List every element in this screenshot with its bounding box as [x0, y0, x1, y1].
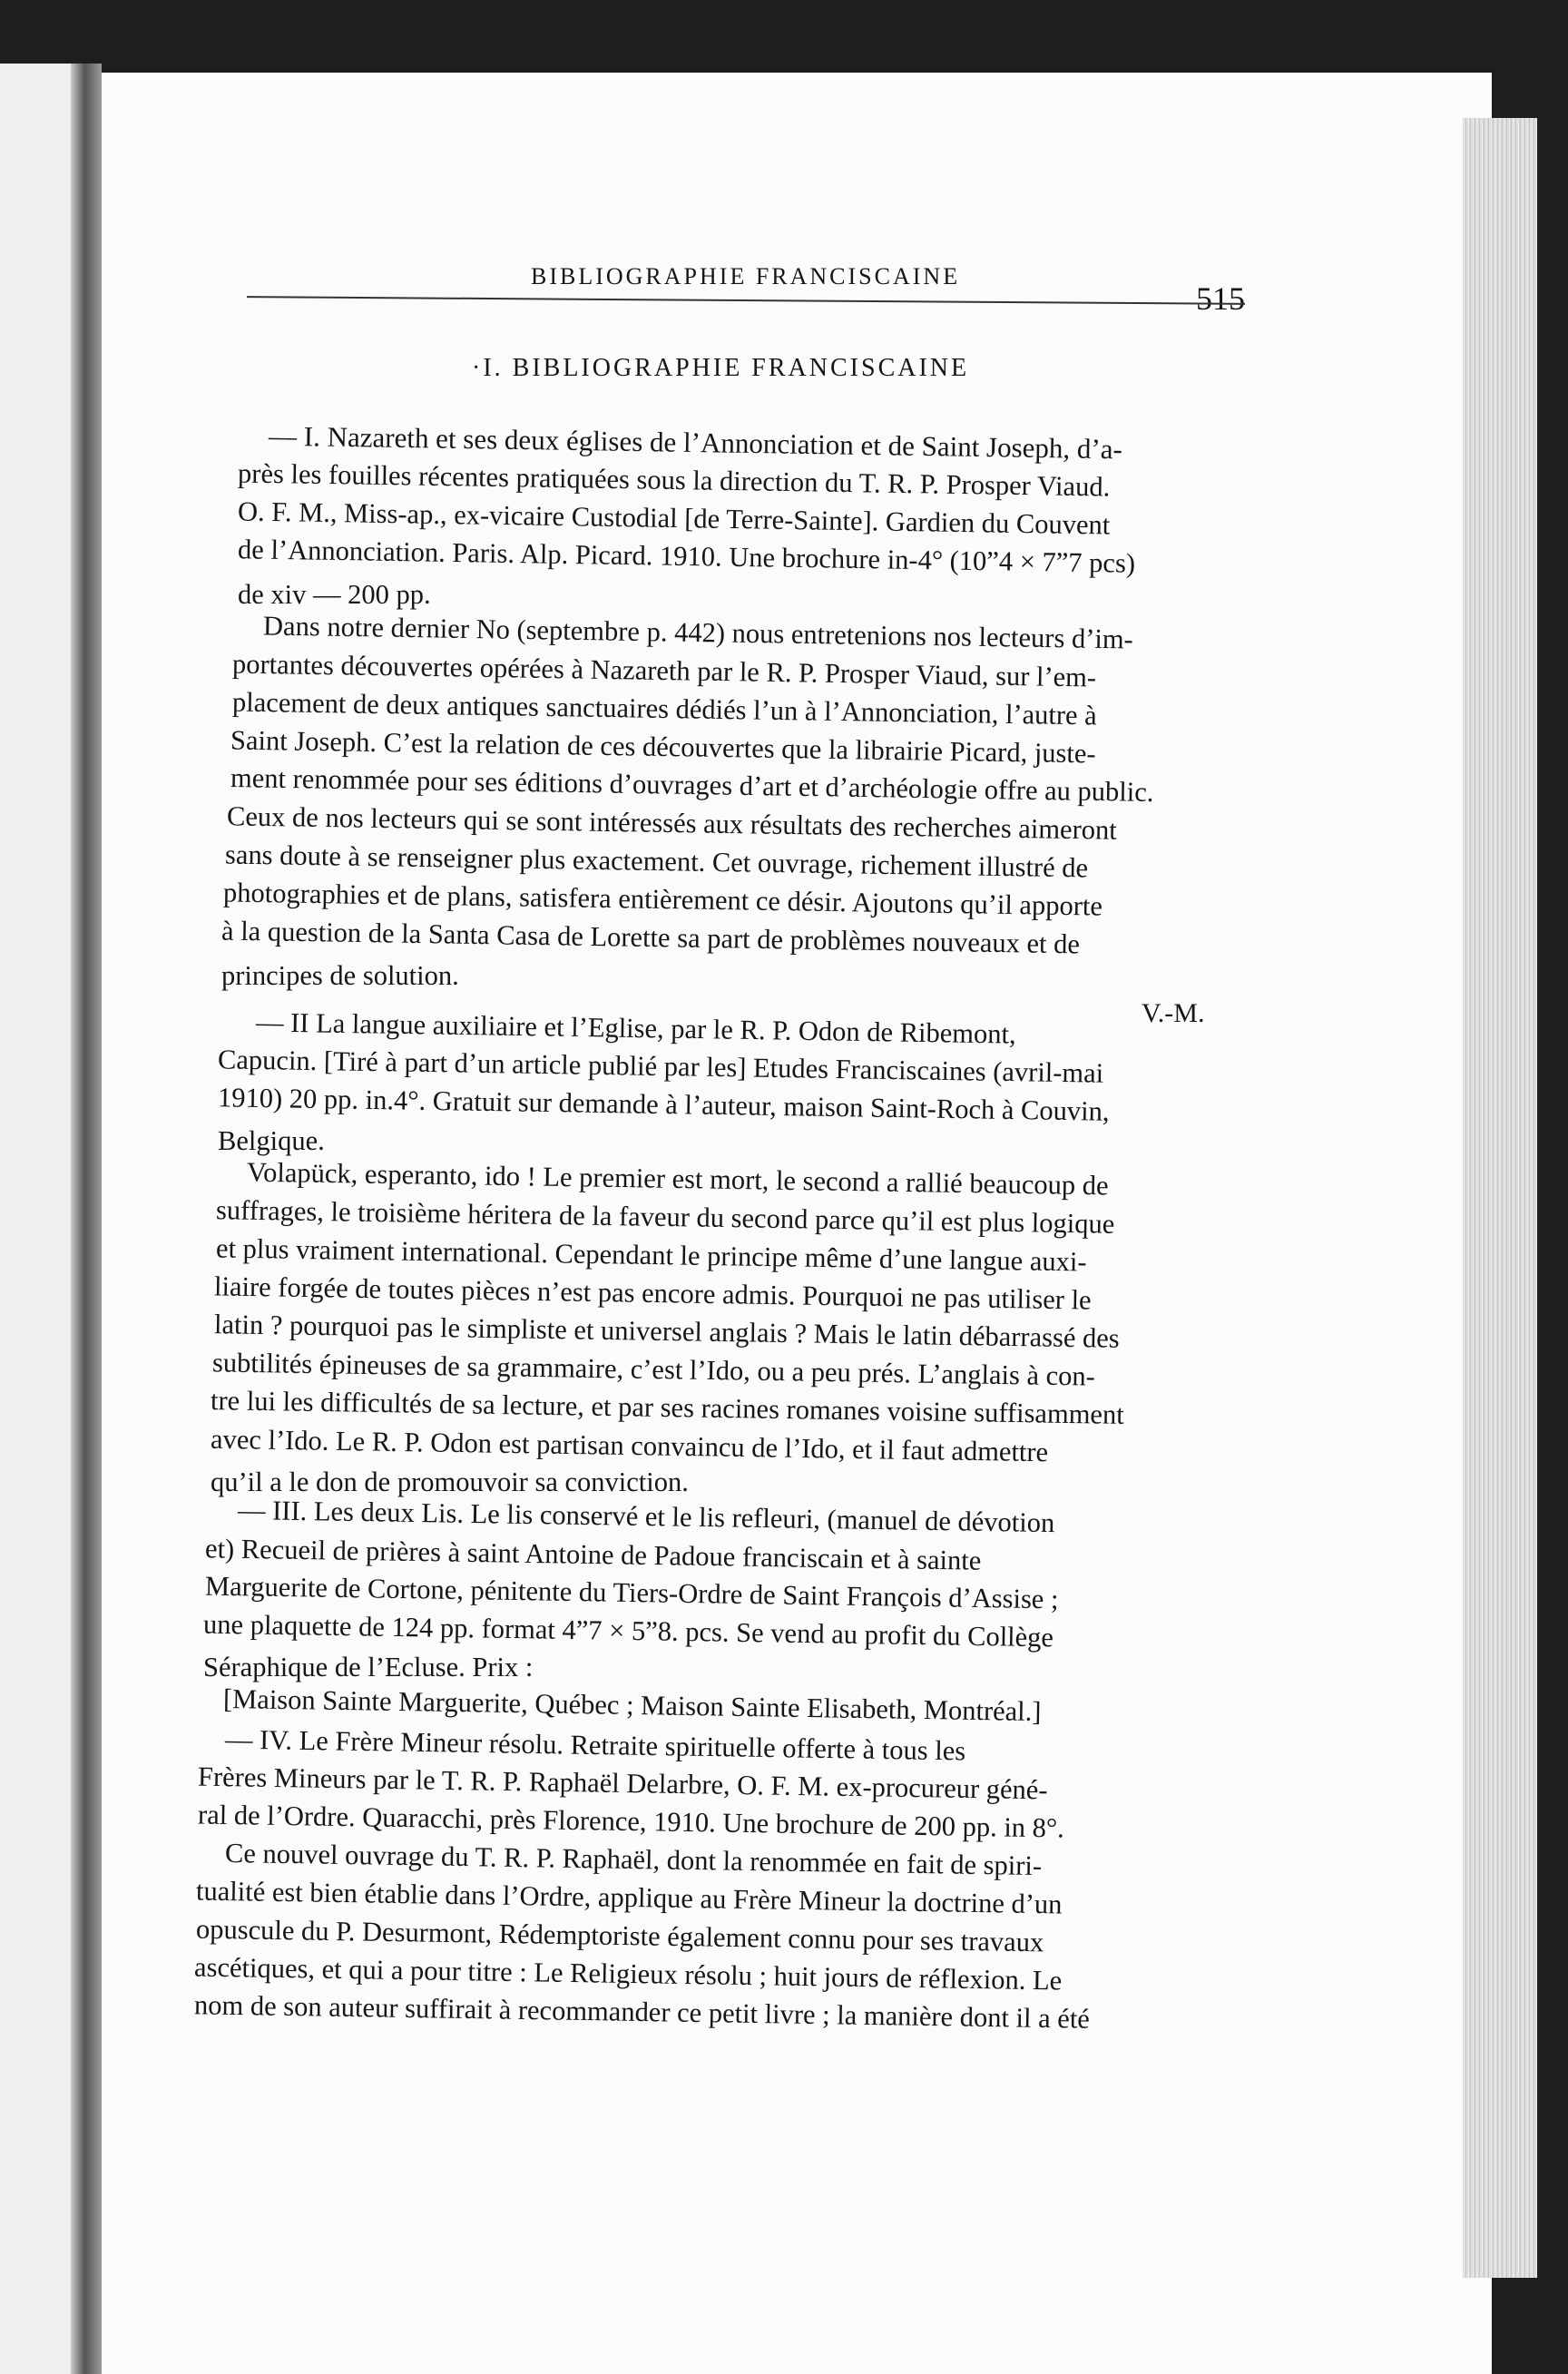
page-number: 515 — [1196, 280, 1245, 317]
entry-1-text-line-9: à la question de la Santa Casa de Lorette sa part de problèmes nouveaux et de — [220, 915, 1081, 960]
entry-4-line-1: — IV. Le Frère Mineur résolu. Retraite spirituelle offerte à tous les — [224, 1723, 966, 1767]
entry-2-line-2: Capucin. [Tiré à part d’un article publié par les] Etudes Franciscaines (avril-mai — [217, 1044, 1104, 1089]
entry-2-line-1: — II La langue auxiliaire et l’Eglise, par le R. P. Odon de Ribemont, — [255, 1006, 1016, 1050]
signature-vm: V.-M. — [1142, 998, 1205, 1028]
entry-4-text-line-2: tualité est bien établie dans l’Ordre, applique au Frère Mineur la doctrine d’un — [195, 1875, 1063, 1920]
entry-1-text-line-10: principes de solution. — [221, 960, 459, 991]
entry-2-text-line-2: suffrages, le troisième héritera de la faveur du second parce qu’il est plus logique — [215, 1194, 1115, 1240]
entry-4-text-line-5: nom de son auteur suffirait à recommander ce petit livre ; la manière dont il a été — [193, 1989, 1091, 2035]
entry-4-line-3: ral de l’Ordre. Quaracchi, près Florence, 1910. Une brochure de 200 pp. in 8°. — [197, 1799, 1065, 1844]
entry-1-text-line-1: Dans notre dernier No (septembre p. 442) nous entretenions nos lecteurs d’im- — [262, 610, 1134, 655]
entry-2-text-line-9: qu’il a le don de promouvoir sa conviction. — [211, 1467, 689, 1497]
entry-2-text-line-8: avec l’Ido. Le R. P. Odon est partisan convaincu de l’Ido, et il faut admettre — [210, 1423, 1049, 1468]
running-head: BIBLIOGRAPHIE FRANCISCAINE — [531, 263, 961, 289]
entry-2-text-line-5: latin ? pourquoi pas le simpliste et universel anglais ? Mais le latin débarrassé des — [213, 1309, 1120, 1354]
entry-1-text-line-2: portantes découvertes opérées à Nazareth par le R. P. Prosper Viaud, sur l’em- — [231, 648, 1097, 693]
entry-3-line-4: une plaquette de 124 pp. format 4”7 × 5”8. pcs. Se vend au profit du Collège — [202, 1608, 1054, 1653]
entry-1-line-3: O. F. M., Miss-ap., ex-vicaire Custodial [de Terre-Sainte]. Gardien du Couvent — [237, 495, 1111, 541]
entry-1-text-line-4: Saint Joseph. C’est la relation de ces découvertes que la librairie Picard, juste- — [230, 724, 1096, 770]
entry-1-line-4: de l’Annonciation. Paris. Alp. Picard. 1910. Une brochure in-4° (10”4 × 7”7 pcs) — [237, 534, 1136, 579]
entry-2-text-line-1: Volapück, esperanto, ido ! Le premier est mort, le second a rallié beaucoup de — [246, 1156, 1109, 1202]
entry-2-text-line-7: tre lui les difficultés de sa lecture, et par ses racines romanes voisine suffisamment — [210, 1385, 1124, 1430]
entry-1-text-line-8: photographies et de plans, satisfera entièrement ce désir. Ajoutons qu’il apporte — [222, 877, 1103, 922]
entry-2-text-line-4: liaire forgée de toutes pièces n’est pas encore admis. Pourquoi ne pas utiliser le — [213, 1270, 1092, 1316]
header-rule — [247, 296, 1245, 305]
entry-1-text-line-7: sans doute à se renseigner plus exactement. Cet ouvrage, richement illustré de — [224, 839, 1089, 884]
entry-4-text-line-4: ascétiques, et qui a pour titre : Le Religieux résolu ; huit jours de réflexion. Le — [193, 1951, 1063, 1996]
entry-3-line-2: et) Recueil de prières à saint Antoine de Padoue franciscain et à sainte — [204, 1533, 982, 1576]
entry-1-line-2: près les fouilles récentes pratiquées sous la direction du T. R. P. Prosper Viaud. — [237, 457, 1111, 503]
entry-1-text-line-3: placement de deux antiques sanctuaires dédiés l’un à l’Annonciation, l’autre à — [231, 686, 1097, 731]
entry-2-text-line-6: subtilités épineuses de sa grammaire, c’est l’Ido, ou a peu prés. L’anglais à con- — [211, 1347, 1096, 1392]
entry-1-text-line-6: Ceux de nos lecteurs qui se sont intéressés aux résultats des recherches aimeront — [226, 800, 1117, 846]
entry-1-line-5: de xiv — 200 pp. — [238, 579, 431, 610]
entry-2-line-3: 1910) 20 pp. in.4°. Gratuit sur demande à l’auteur, maison Saint-Roch à Couvin, — [217, 1082, 1110, 1127]
section-heading: ·I. BIBLIOGRAPHIE FRANCISCAINE — [472, 354, 970, 382]
entry-3-address: [Maison Sainte Marguerite, Québec ; Maison Sainte Elisabeth, Montréal.] — [222, 1682, 1042, 1728]
entry-2-line-4: Belgique. — [218, 1125, 325, 1156]
entry-4-text-line-1: Ce nouvel ouvrage du T. R. P. Raphaël, dont la renommée en fait de spiri- — [224, 1837, 1043, 1882]
entry-3-line-3: Marguerite de Cortone, pénitente du Tiers-Ordre de Saint François d’Assise ; — [204, 1570, 1059, 1615]
entry-2-text-line-3: et plus vraiment international. Cependant le principe même d’une langue auxi- — [215, 1232, 1087, 1278]
entry-4-line-2: Frères Mineurs par le T. R. P. Raphaël Delarbre, O. F. M. ex-procureur géné- — [197, 1761, 1048, 1806]
entry-1-text-line-5: ment renommée pour ses éditions d’ouvrages d’art et d’archéologie offre au public. — [230, 762, 1154, 808]
entry-3-line-1: — III. Les deux Lis. Le lis conservé et le lis refleuri, (manuel de dévotion — [237, 1494, 1055, 1539]
entry-3-line-5: Séraphique de l’Ecluse. Prix : — [203, 1652, 534, 1682]
entry-4-text-line-3: opuscule du P. Desurmont, Rédemptoriste également connu pour ses travaux — [195, 1913, 1044, 1958]
entry-1-line-1: — I. Nazareth et ses deux églises de l’Annonciation et de Saint Joseph, d’a- — [268, 419, 1123, 466]
